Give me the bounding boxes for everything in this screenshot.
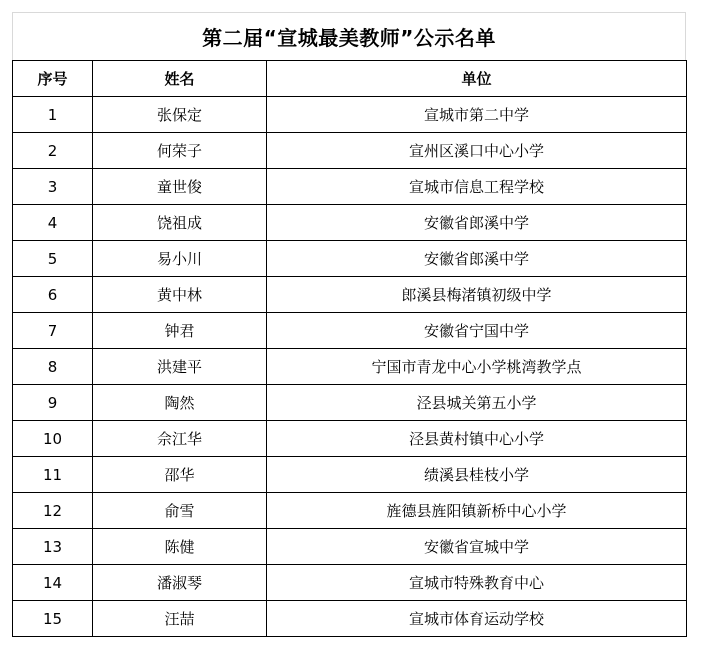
- table-row: [13, 565, 687, 601]
- cell-name: 邵华: [93, 457, 267, 493]
- cell-unit: 宣城市第二中学: [267, 97, 687, 133]
- cell-unit: 安徽省郎溪中学: [267, 241, 687, 277]
- cell-unit: 宁国市青龙中心小学桃湾教学点: [267, 349, 687, 385]
- table-row: [13, 277, 687, 313]
- cell-no: 3: [13, 169, 93, 205]
- table-row: [13, 133, 687, 169]
- cell-name: 易小川: [93, 241, 267, 277]
- cell-no: 8: [13, 349, 93, 385]
- table-row: [13, 601, 687, 637]
- cell-unit: 泾县城关第五小学: [267, 385, 687, 421]
- table-row: [13, 421, 687, 457]
- table-row: [13, 493, 687, 529]
- cell-name: 汪喆: [93, 601, 267, 637]
- cell-name: 童世俊: [93, 169, 267, 205]
- cell-name: 陈健: [93, 529, 267, 565]
- table-row: [13, 97, 687, 133]
- cell-no: 13: [13, 529, 93, 565]
- cell-no: 11: [13, 457, 93, 493]
- cell-unit: 旌德县旌阳镇新桥中心小学: [267, 493, 687, 529]
- cell-name: 张保定: [93, 97, 267, 133]
- header-name: 姓名: [93, 61, 267, 97]
- cell-no: 4: [13, 205, 93, 241]
- cell-name: 陶然: [93, 385, 267, 421]
- cell-name: 饶祖成: [93, 205, 267, 241]
- teacher-table: [12, 60, 687, 637]
- cell-no: 10: [13, 421, 93, 457]
- table-row: [13, 241, 687, 277]
- cell-unit: 绩溪县桂枝小学: [267, 457, 687, 493]
- cell-name: 俞雪: [93, 493, 267, 529]
- table-row: [13, 349, 687, 385]
- header-unit: 单位: [267, 61, 687, 97]
- cell-unit: 安徽省宁国中学: [267, 313, 687, 349]
- cell-unit: 郎溪县梅渚镇初级中学: [267, 277, 687, 313]
- table-row: [13, 385, 687, 421]
- cell-name: 何荣子: [93, 133, 267, 169]
- table-header-row: [13, 61, 687, 97]
- cell-no: 9: [13, 385, 93, 421]
- cell-unit: 安徽省郎溪中学: [267, 205, 687, 241]
- header-no: 序号: [13, 61, 93, 97]
- cell-name: 黄中林: [93, 277, 267, 313]
- table-row: [13, 529, 687, 565]
- cell-unit: 宣城市信息工程学校: [267, 169, 687, 205]
- cell-no: 1: [13, 97, 93, 133]
- table-row: [13, 205, 687, 241]
- cell-no: 14: [13, 565, 93, 601]
- cell-no: 7: [13, 313, 93, 349]
- cell-unit: 宣城市体育运动学校: [267, 601, 687, 637]
- page-title: 第二届“宣城最美教师”公示名单: [12, 12, 686, 60]
- teacher-list-sheet: [12, 12, 686, 637]
- cell-no: 15: [13, 601, 93, 637]
- table-row: [13, 457, 687, 493]
- cell-unit: 宣州区溪口中心小学: [267, 133, 687, 169]
- cell-unit: 宣城市特殊教育中心: [267, 565, 687, 601]
- cell-name: 潘淑琴: [93, 565, 267, 601]
- cell-name: 钟君: [93, 313, 267, 349]
- cell-unit: 泾县黄村镇中心小学: [267, 421, 687, 457]
- cell-name: 佘江华: [93, 421, 267, 457]
- cell-unit: 安徽省宣城中学: [267, 529, 687, 565]
- table-row: [13, 313, 687, 349]
- cell-name: 洪建平: [93, 349, 267, 385]
- table-row: [13, 169, 687, 205]
- cell-no: 5: [13, 241, 93, 277]
- cell-no: 2: [13, 133, 93, 169]
- cell-no: 6: [13, 277, 93, 313]
- cell-no: 12: [13, 493, 93, 529]
